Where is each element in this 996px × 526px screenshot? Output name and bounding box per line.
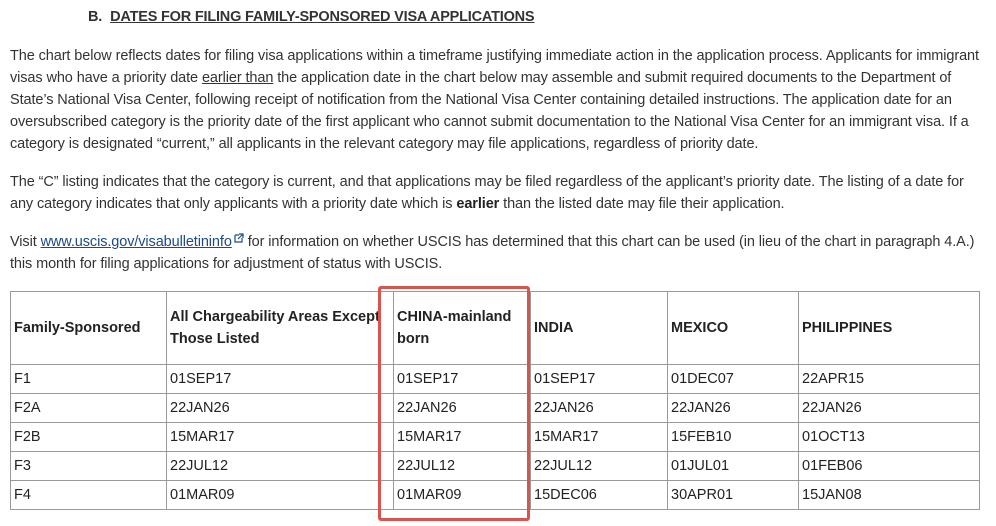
paragraph-text: for information on whether USCIS has determined that this chart can be used (in lieu of the chart in paragraph 4.A.) this month for filing applications for adjustment of status with USCIS.	[10, 234, 975, 272]
date-cell: 22JAN26	[167, 394, 394, 423]
category-cell: F2A	[11, 394, 167, 423]
paragraph-text: the application date in the chart below may assemble and submit required documents to the Department of State’s National Visa Center, following receipt of notification from the National Visa Center containing detailed instructions. The application date for an oversubscribed category is the priority date of the first applicant who cannot submit documentation to the National Visa Center for an immigrant visa. If a category is designated “current,” all applicants in the relevant category may file applications, regardless of priority date.	[10, 70, 969, 152]
section-number: B.	[88, 9, 103, 25]
date-cell: 22JAN26	[394, 394, 531, 423]
date-cell: 22JUL12	[394, 452, 531, 481]
uscis-info-paragraph	[10, 231, 985, 275]
header-china: CHINA-mainland born	[394, 292, 531, 365]
paragraph-text: The chart below reflects dates for filing visa applications within a timeframe justifying immediate action in the application process. Applicants for immigrant visas who have a priority date	[10, 48, 979, 86]
bold-phrase: earlier	[456, 196, 500, 212]
date-cell: 22JUL12	[167, 452, 394, 481]
table-row	[11, 481, 980, 510]
header-all-chargeability: All Chargeability Areas Except Those Listed	[167, 292, 394, 365]
header-mexico: MEXICO	[668, 292, 799, 365]
header-family-sponsored: Family-Sponsored	[11, 292, 167, 365]
category-cell: F1	[11, 365, 167, 394]
table-row	[11, 394, 980, 423]
section-title: DATES FOR FILING FAMILY-SPONSORED VISA APPLICATIONS	[110, 9, 535, 25]
table-row	[11, 423, 980, 452]
underlined-phrase: earlier than	[201, 70, 274, 86]
date-cell: 01FEB06	[799, 452, 980, 481]
header-india: INDIA	[531, 292, 668, 365]
date-cell: 22APR15	[799, 365, 980, 394]
table-row	[11, 452, 980, 481]
date-cell: 01DEC07	[668, 365, 799, 394]
family-sponsored-dates-table	[10, 291, 980, 510]
date-cell: 01SEP17	[394, 365, 531, 394]
date-cell: 15MAR17	[531, 423, 668, 452]
section-heading	[88, 9, 534, 25]
date-cell: 01SEP17	[531, 365, 668, 394]
category-cell: F4	[11, 481, 167, 510]
date-cell: 22JAN26	[799, 394, 980, 423]
date-cell: 15DEC06	[531, 481, 668, 510]
date-cell: 15JAN08	[799, 481, 980, 510]
category-cell: F2B	[11, 423, 167, 452]
date-cell: 01OCT13	[799, 423, 980, 452]
current-listing-description	[10, 171, 985, 215]
date-cell: 15MAR17	[167, 423, 394, 452]
date-cell: 15FEB10	[668, 423, 799, 452]
paragraph-text: than the listed date may file their application.	[499, 196, 785, 212]
date-cell: 01MAR09	[394, 481, 531, 510]
category-cell: F3	[11, 452, 167, 481]
filing-chart-description	[10, 45, 985, 155]
date-cell: 01JUL01	[668, 452, 799, 481]
paragraph-text: Visit	[10, 234, 41, 250]
table-header-row	[11, 292, 980, 365]
date-cell: 30APR01	[668, 481, 799, 510]
header-philippines: PHILIPPINES	[799, 292, 980, 365]
date-cell: 22JUL12	[531, 452, 668, 481]
paragraph-text: The “C” listing indicates that the category is current, and that applications may be filed regardless of the applicant’s priority date. The listing of a date for any category indicates that only applicants with a priority date which is	[10, 174, 964, 212]
date-cell: 22JAN26	[668, 394, 799, 423]
date-cell: 15MAR17	[394, 423, 531, 452]
date-cell: 22JAN26	[531, 394, 668, 423]
external-link-icon	[234, 233, 244, 243]
table-row	[11, 365, 980, 394]
uscis-visabulletin-link[interactable]: www.uscis.gov/visabulletininfo	[40, 234, 232, 250]
date-cell: 01SEP17	[167, 365, 394, 394]
date-cell: 01MAR09	[167, 481, 394, 510]
